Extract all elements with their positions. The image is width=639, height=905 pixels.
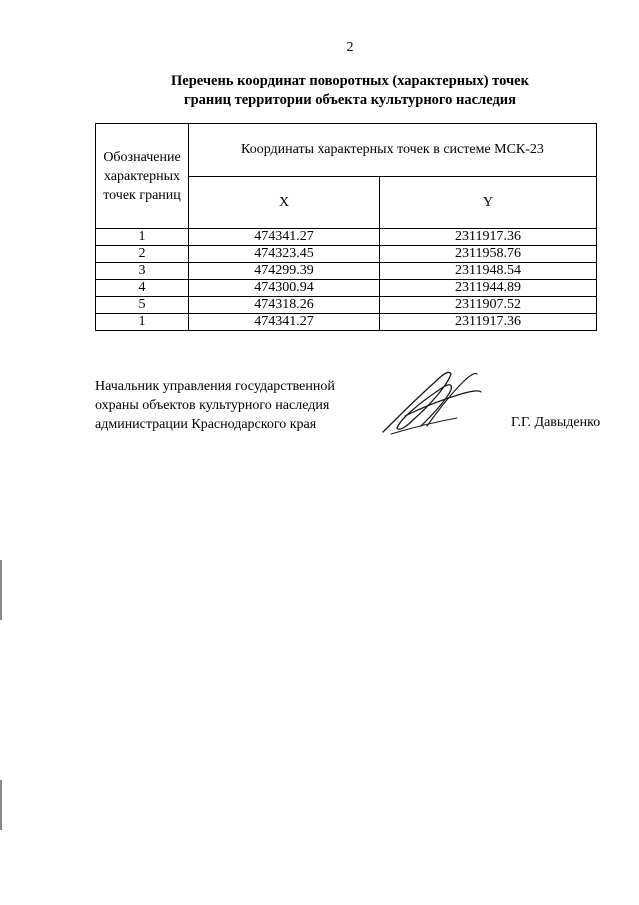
cell-point: 3 bbox=[96, 263, 189, 280]
cell-y: 2311944.89 bbox=[380, 280, 597, 297]
cell-x: 474300.94 bbox=[189, 280, 380, 297]
signature-stroke bbox=[383, 372, 451, 432]
position-line-2: охраны объектов культурного наследия bbox=[95, 398, 330, 413]
signature-stroke bbox=[391, 418, 457, 434]
table-row bbox=[96, 314, 597, 331]
scan-edge-mark bbox=[0, 780, 2, 830]
signatory-name: Г.Г. Давыденко bbox=[511, 415, 601, 430]
scan-edge-mark bbox=[0, 560, 2, 620]
header-coordinate-system: Координаты характерных точек в системе МСК-23 bbox=[189, 124, 597, 177]
cell-point: 4 bbox=[96, 280, 189, 297]
cell-point: 2 bbox=[96, 246, 189, 263]
cell-y: 2311907.52 bbox=[380, 297, 597, 314]
table-row bbox=[96, 246, 597, 263]
header-point-label-line: характерных bbox=[103, 168, 181, 184]
coordinates-table bbox=[95, 123, 597, 331]
cell-x: 474299.39 bbox=[189, 263, 380, 280]
title-line-2: границ территории объекта культурного наследия bbox=[184, 92, 516, 108]
signature-stroke bbox=[405, 391, 481, 416]
cell-x: 474341.27 bbox=[189, 229, 380, 246]
header-x: X bbox=[189, 177, 380, 229]
table-row bbox=[96, 263, 597, 280]
cell-x: 474323.45 bbox=[189, 246, 380, 263]
cell-y: 2311948.54 bbox=[380, 263, 597, 280]
signature-stroke bbox=[427, 373, 477, 426]
signature-position bbox=[95, 377, 335, 434]
table-row bbox=[96, 297, 597, 314]
handwritten-signature bbox=[377, 368, 487, 438]
cell-x: 474341.27 bbox=[189, 314, 380, 331]
document-title bbox=[0, 72, 639, 110]
cell-y: 2311917.36 bbox=[380, 229, 597, 246]
position-line-1: Начальник управления государственной bbox=[95, 379, 335, 394]
cell-point: 5 bbox=[96, 297, 189, 314]
position-line-3: администрации Краснодарского края bbox=[95, 417, 317, 432]
table-row bbox=[96, 229, 597, 246]
header-y: Y bbox=[380, 177, 597, 229]
cell-y: 2311917.36 bbox=[380, 314, 597, 331]
page-number: 2 bbox=[346, 40, 354, 55]
header-point-label-line: точек границ bbox=[103, 187, 181, 203]
cell-point: 1 bbox=[96, 314, 189, 331]
table-row bbox=[96, 280, 597, 297]
header-point-label-line: Обозначение bbox=[103, 149, 181, 165]
title-line-1: Перечень координат поворотных (характерных) точек bbox=[171, 73, 529, 89]
cell-x: 474318.26 bbox=[189, 297, 380, 314]
header-point-label bbox=[96, 124, 189, 229]
cell-y: 2311958.76 bbox=[380, 246, 597, 263]
cell-point: 1 bbox=[96, 229, 189, 246]
